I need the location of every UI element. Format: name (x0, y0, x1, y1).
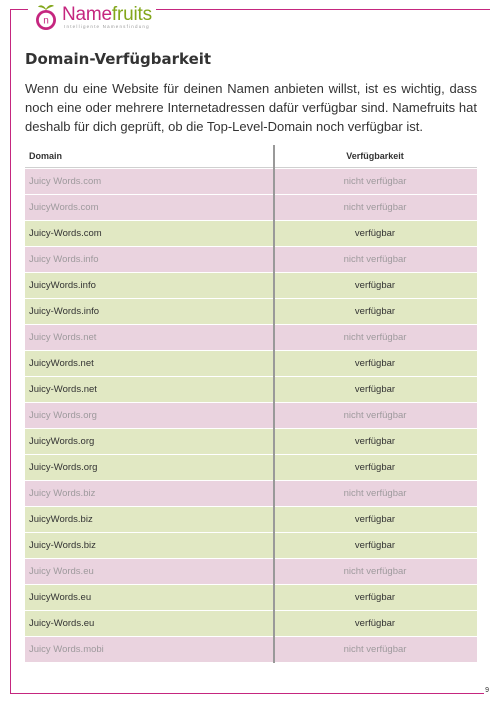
frame-line (10, 693, 490, 694)
table-row (25, 559, 477, 584)
domain-cell: Juicy Words.net (29, 332, 97, 343)
table-row (25, 585, 477, 610)
domain-cell: Juicy Words.eu (29, 566, 94, 577)
header-availability: Verfügbarkeit (346, 151, 404, 161)
table-body (25, 169, 477, 662)
section-title: Domain-Verfügbarkeit (25, 50, 212, 68)
fruit-icon (34, 3, 58, 31)
domain-cell: Juicy Words.biz (29, 488, 96, 499)
availability-cell: nicht verfügbar (343, 202, 407, 213)
svg-text:n: n (43, 15, 49, 27)
domain-cell: JuicyWords.eu (29, 592, 92, 603)
availability-cell: verfügbar (354, 514, 396, 525)
availability-cell: nicht verfügbar (343, 566, 407, 577)
availability-cell: verfügbar (354, 358, 396, 369)
availability-cell: verfügbar (354, 462, 396, 473)
availability-cell: nicht verfügbar (343, 644, 407, 655)
domain-cell: JuicyWords.biz (29, 514, 93, 525)
page-number: 9 (485, 687, 489, 694)
availability-cell: nicht verfügbar (343, 332, 407, 343)
availability-cell: verfügbar (354, 592, 396, 603)
table-row (25, 351, 477, 376)
domain-cell: JuicyWords.net (29, 358, 94, 369)
availability-cell: verfügbar (354, 618, 396, 629)
table-row (25, 637, 477, 662)
table-row (25, 403, 477, 428)
table-row (25, 455, 477, 480)
availability-cell: verfügbar (354, 228, 396, 239)
domain-cell: JuicyWords.com (29, 202, 99, 213)
domain-cell: Juicy-Words.eu (29, 618, 95, 629)
brand-tagline: Intelligente Namensfindung (64, 23, 150, 29)
intro-paragraph: Wenn du eine Website für deinen Namen anbieten willst, ist es wichtig, dass noch eine oder mehrere Internetadressen dafür verfügbar sind. Namefruits hat deshalb für dich geprüft, ob die Top-Level-Domain noch verfügbar ist. (25, 81, 477, 134)
table-row (25, 195, 477, 220)
frame-line (10, 9, 11, 693)
domain-cell: JuicyWords.org (29, 436, 95, 447)
domain-cell: Juicy-Words.info (29, 306, 100, 317)
table-row (25, 377, 477, 402)
availability-cell: verfügbar (354, 540, 396, 551)
table-row (25, 611, 477, 636)
availability-cell: verfügbar (354, 384, 396, 395)
domain-cell: Juicy Words.mobi (29, 644, 104, 655)
availability-cell: verfügbar (354, 436, 396, 447)
domain-cell: Juicy-Words.net (29, 384, 97, 395)
table-row (25, 273, 477, 298)
availability-cell: nicht verfügbar (343, 410, 407, 421)
table-row (25, 221, 477, 246)
domain-cell: Juicy-Words.com (29, 228, 102, 239)
header-domain: Domain (29, 151, 63, 161)
table-row (25, 507, 477, 532)
frame-line (10, 9, 28, 10)
availability-cell: nicht verfügbar (343, 176, 407, 187)
availability-cell: nicht verfügbar (343, 488, 407, 499)
availability-cell: nicht verfügbar (343, 254, 407, 265)
namefruits-logo (30, 0, 156, 34)
domain-table (25, 145, 477, 662)
domain-cell: Juicy-Words.biz (29, 540, 96, 551)
domain-cell: Juicy Words.info (29, 254, 99, 265)
table-header (25, 145, 477, 168)
domain-cell: Juicy-Words.org (29, 462, 98, 473)
domain-cell: JuicyWords.info (29, 280, 96, 291)
table-row (25, 325, 477, 350)
brand-name: Namefruits (62, 3, 152, 25)
domain-cell: Juicy Words.com (29, 176, 102, 187)
column-divider (273, 145, 275, 663)
table-row (25, 533, 477, 558)
availability-cell: verfügbar (354, 280, 396, 291)
table-row (25, 169, 477, 194)
domain-cell: Juicy Words.org (29, 410, 97, 421)
table-row (25, 429, 477, 454)
table-row (25, 247, 477, 272)
availability-cell: verfügbar (354, 306, 396, 317)
table-row (25, 481, 477, 506)
table-row (25, 299, 477, 324)
